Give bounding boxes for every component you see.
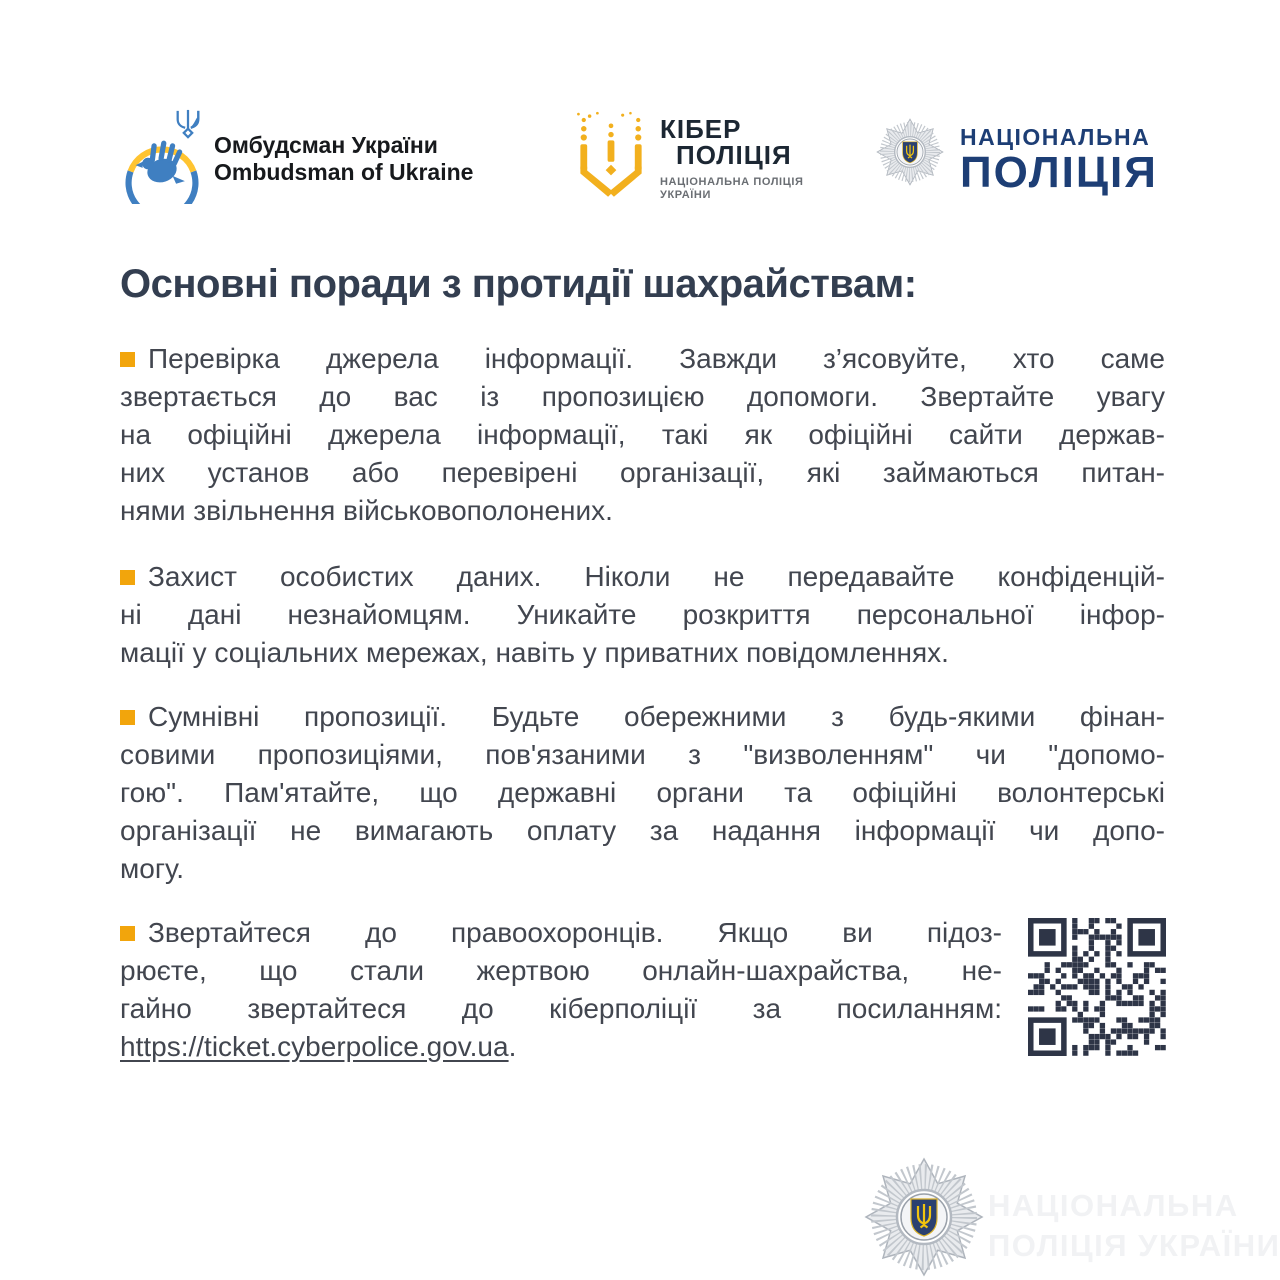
tip-line: гою". Пам'ятайте, що державні органи та офіційні волонтерські	[120, 777, 1165, 808]
tip-line: мації у соціальних мережах, навіть у приватних повідомленнях.	[120, 637, 949, 668]
cyberpolice-title-line2: ПОЛІЦІЯ	[676, 140, 792, 170]
cyberpolice-ticket-link[interactable]: https://ticket.cyberpolice.gov.ua	[120, 1031, 509, 1062]
cyberpolice-subtitle-line1: НАЦІОНАЛЬНА ПОЛІЦІЯ	[660, 176, 804, 188]
tip-line: них установ або перевірені організації, які займаються питан-	[120, 457, 1165, 488]
tip-line: совими пропозиціями, пов'язаними з "визволенням" чи "допомо-	[120, 739, 1165, 770]
tip-protect-data	[120, 558, 1165, 672]
tip-line: нями звільнення військовополонених.	[120, 495, 613, 526]
cyberpolice-title-line1: КІБЕР	[660, 114, 742, 144]
tip-line: звертається до вас із пропозицією допомоги. Звертайте увагу	[120, 381, 1165, 412]
ombudsman-title-en: Ombudsman of Ukraine	[214, 159, 474, 185]
qr-code	[1028, 918, 1166, 1056]
ombudsman-title-uk: Омбудсман України	[214, 132, 438, 158]
tip-line: Звертайтеся до правоохоронців. Якщо ви підоз-	[148, 917, 1002, 948]
tip-check-sources	[120, 340, 1165, 530]
page-title: Основні поради з протидії шахрайствам:	[120, 262, 917, 306]
tip-line: на офіційні джерела інформації, такі як офіційні сайти держав-	[120, 419, 1165, 450]
police-badge-icon	[876, 116, 944, 188]
tip-line: Захист особистих даних. Ніколи не передавайте конфіденцій-	[148, 561, 1165, 592]
tip-line: рюєте, що стали жертвою онлайн-шахрайства, не-	[120, 955, 1002, 986]
bullet-marker-icon	[120, 352, 135, 367]
tip-contact-police	[120, 914, 1002, 1066]
link-period: .	[508, 1031, 517, 1062]
tip-line: могу.	[120, 853, 185, 884]
tip-line: організації не вимагають оплату за надання інформації чи допо-	[120, 815, 1165, 846]
tip-line: гайно звертайтеся до кіберполіції за посиланням:	[120, 993, 1002, 1024]
cyberpolice-subtitle-line2: УКРАЇНИ	[660, 189, 711, 201]
bullet-marker-icon	[120, 710, 135, 725]
national-police-title-line1: НАЦІОНАЛЬНА	[960, 124, 1151, 150]
tip-line: Сумнівні пропозиції. Будьте обережними з будь-якими фінан-	[148, 701, 1165, 732]
police-watermark-text: НАЦІОНАЛЬНА ПОЛІЦІЯ УКРАЇНИ	[988, 1188, 1280, 1263]
tip-line: ні дані незнайомцям. Уникайте розкриття персональної інфор-	[120, 599, 1165, 630]
ombudsman-trident-icon	[173, 108, 203, 140]
tip-line: Перевірка джерела інформації. Завжди з’ясовуйте, хто саме	[148, 343, 1165, 374]
bullet-marker-icon	[120, 926, 135, 941]
national-police-title-line2: ПОЛІЦІЯ	[960, 148, 1158, 197]
tip-suspicious-offers	[120, 698, 1165, 888]
cyberpolice-trident-icon	[576, 110, 646, 200]
bullet-marker-icon	[120, 570, 135, 585]
police-badge-watermark-icon	[864, 1154, 984, 1280]
